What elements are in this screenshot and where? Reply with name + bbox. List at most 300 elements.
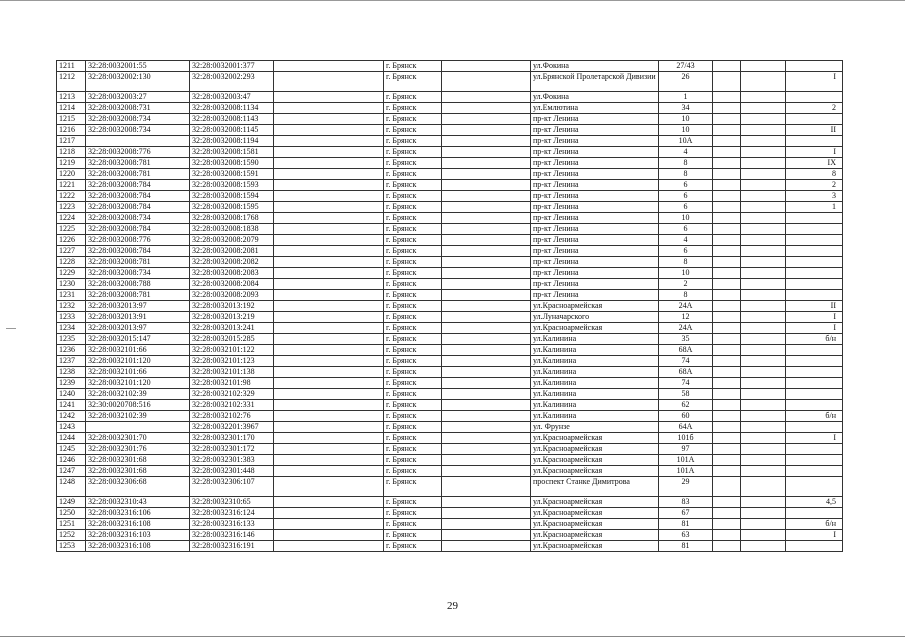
row-number-cell: 1248 <box>57 477 86 497</box>
row-number-cell: 1226 <box>57 235 86 246</box>
cadastral-building-cell: 32:28:0032310:65 <box>190 497 274 508</box>
empty-cell <box>713 180 741 191</box>
street-cell: ул.Красноармейская <box>531 444 659 455</box>
premises-number-cell: 4,5 <box>786 497 843 508</box>
house-number-cell: 58 <box>659 389 713 400</box>
street-cell: ул.Красноармейская <box>531 323 659 334</box>
empty-cell <box>274 72 384 92</box>
cadastral-block-cell: 32:28:0032316:103 <box>86 530 190 541</box>
empty-cell <box>274 444 384 455</box>
top-rule <box>0 0 905 1</box>
empty-cell <box>274 334 384 345</box>
street-cell: пр-кт Ленина <box>531 268 659 279</box>
cadastral-block-cell: 32:28:0032008:781 <box>86 257 190 268</box>
cadastral-block-cell <box>86 422 190 433</box>
empty-cell <box>713 334 741 345</box>
cadastral-block-cell: 32:28:0032008:784 <box>86 202 190 213</box>
cadastral-building-cell: 32:28:0032008:1595 <box>190 202 274 213</box>
extra-cell <box>741 519 786 530</box>
empty-cell <box>442 334 531 345</box>
extra-cell <box>741 301 786 312</box>
city-cell: г. Брянск <box>384 497 442 508</box>
premises-number-cell: 8 <box>786 169 843 180</box>
street-cell: пр-кт Ленина <box>531 202 659 213</box>
row-number-cell: 1241 <box>57 400 86 411</box>
cadastral-block-cell: 32:28:0032008:776 <box>86 147 190 158</box>
cadastral-building-cell: 32:28:0032001:377 <box>190 61 274 72</box>
cadastral-building-cell: 32:28:0032008:1581 <box>190 147 274 158</box>
extra-cell <box>741 114 786 125</box>
cadastral-building-cell: 32:28:0032102:76 <box>190 411 274 422</box>
empty-cell <box>442 301 531 312</box>
table-row <box>57 191 843 202</box>
premises-number-cell <box>786 444 843 455</box>
house-number-cell: 8 <box>659 158 713 169</box>
city-cell: г. Брянск <box>384 530 442 541</box>
table-row <box>57 444 843 455</box>
empty-cell <box>713 125 741 136</box>
premises-number-cell <box>786 213 843 224</box>
house-number-cell: 83 <box>659 497 713 508</box>
empty-cell <box>713 345 741 356</box>
cadastral-building-cell: 32:28:0032008:1593 <box>190 180 274 191</box>
street-cell: пр-кт Ленина <box>531 180 659 191</box>
row-number-cell: 1236 <box>57 345 86 356</box>
premises-number-cell: I <box>786 72 843 92</box>
house-number-cell: 64А <box>659 422 713 433</box>
cadastral-building-cell: 32:28:0032008:1590 <box>190 158 274 169</box>
extra-cell <box>741 191 786 202</box>
street-cell: пр-кт Ленина <box>531 213 659 224</box>
cadastral-block-cell: 32:28:0032008:776 <box>86 235 190 246</box>
row-number-cell: 1243 <box>57 422 86 433</box>
city-cell: г. Брянск <box>384 92 442 103</box>
cadastral-building-cell: 32:28:0032101:123 <box>190 356 274 367</box>
premises-number-cell <box>786 268 843 279</box>
empty-cell <box>274 103 384 114</box>
table-row <box>57 345 843 356</box>
empty-cell <box>713 191 741 202</box>
empty-cell <box>274 114 384 125</box>
cadastral-block-cell: 32:28:0032008:734 <box>86 114 190 125</box>
city-cell: г. Брянск <box>384 334 442 345</box>
house-number-cell: 62 <box>659 400 713 411</box>
extra-cell <box>741 367 786 378</box>
extra-cell <box>741 279 786 290</box>
row-number-cell: 1232 <box>57 301 86 312</box>
street-cell: пр-кт Ленина <box>531 114 659 125</box>
premises-number-cell <box>786 246 843 257</box>
empty-cell <box>442 92 531 103</box>
empty-cell <box>442 72 531 92</box>
street-cell: пр-кт Ленина <box>531 125 659 136</box>
row-number-cell: 1229 <box>57 268 86 279</box>
empty-cell <box>274 246 384 257</box>
street-cell: пр-кт Ленина <box>531 136 659 147</box>
empty-cell <box>442 202 531 213</box>
empty-cell <box>713 530 741 541</box>
empty-cell <box>274 213 384 224</box>
table-row <box>57 301 843 312</box>
cadastral-building-cell: 32:28:0032008:2084 <box>190 279 274 290</box>
house-number-cell: 35 <box>659 334 713 345</box>
empty-cell <box>442 345 531 356</box>
empty-cell <box>442 466 531 477</box>
empty-cell <box>442 147 531 158</box>
empty-cell <box>274 180 384 191</box>
street-cell: пр-кт Ленина <box>531 169 659 180</box>
empty-cell <box>713 519 741 530</box>
street-cell: пр-кт Ленина <box>531 158 659 169</box>
empty-cell <box>442 411 531 422</box>
city-cell: г. Брянск <box>384 323 442 334</box>
city-cell: г. Брянск <box>384 290 442 301</box>
extra-cell <box>741 334 786 345</box>
extra-cell <box>741 125 786 136</box>
street-cell: ул.Брянской Пролетарской Дивизии <box>531 72 659 92</box>
margin-mark <box>6 328 16 329</box>
empty-cell <box>274 497 384 508</box>
premises-number-cell <box>786 356 843 367</box>
empty-cell <box>442 477 531 497</box>
city-cell: г. Брянск <box>384 312 442 323</box>
house-number-cell: 4 <box>659 235 713 246</box>
empty-cell <box>713 224 741 235</box>
extra-cell <box>741 103 786 114</box>
empty-cell <box>442 136 531 147</box>
cadastral-building-cell: 32:28:0032002:293 <box>190 72 274 92</box>
extra-cell <box>741 356 786 367</box>
row-number-cell: 1218 <box>57 147 86 158</box>
city-cell: г. Брянск <box>384 72 442 92</box>
extra-cell <box>741 389 786 400</box>
row-number-cell: 1245 <box>57 444 86 455</box>
table-row <box>57 541 843 552</box>
city-cell: г. Брянск <box>384 433 442 444</box>
empty-cell <box>713 444 741 455</box>
empty-cell <box>274 257 384 268</box>
house-number-cell: 8 <box>659 257 713 268</box>
extra-cell <box>741 422 786 433</box>
empty-cell <box>274 519 384 530</box>
row-number-cell: 1212 <box>57 72 86 92</box>
extra-cell <box>741 508 786 519</box>
cadastral-building-cell: 32:28:0032316:146 <box>190 530 274 541</box>
street-cell: пр-кт Ленина <box>531 246 659 257</box>
cadastral-block-cell: 32:28:0032008:781 <box>86 169 190 180</box>
city-cell: г. Брянск <box>384 246 442 257</box>
house-number-cell: 60 <box>659 411 713 422</box>
empty-cell <box>274 312 384 323</box>
empty-cell <box>442 180 531 191</box>
table-row <box>57 224 843 235</box>
city-cell: г. Брянск <box>384 202 442 213</box>
empty-cell <box>442 61 531 72</box>
empty-cell <box>713 455 741 466</box>
extra-cell <box>741 147 786 158</box>
premises-number-cell: 2 <box>786 103 843 114</box>
extra-cell <box>741 312 786 323</box>
empty-cell <box>442 323 531 334</box>
empty-cell <box>442 279 531 290</box>
cadastral-building-cell: 32:28:0032008:2079 <box>190 235 274 246</box>
cadastral-building-cell: 32:28:0032008:1134 <box>190 103 274 114</box>
street-cell: ул.Калинина <box>531 345 659 356</box>
house-number-cell: 26 <box>659 72 713 92</box>
extra-cell <box>741 530 786 541</box>
house-number-cell: 4 <box>659 147 713 158</box>
street-cell: пр-кт Ленина <box>531 191 659 202</box>
house-number-cell: 6 <box>659 246 713 257</box>
table-row <box>57 103 843 114</box>
row-number-cell: 1224 <box>57 213 86 224</box>
empty-cell <box>274 411 384 422</box>
empty-cell <box>442 389 531 400</box>
house-number-cell: 10 <box>659 268 713 279</box>
empty-cell <box>274 169 384 180</box>
empty-cell <box>442 530 531 541</box>
extra-cell <box>741 136 786 147</box>
street-cell: ул. Фрунзе <box>531 422 659 433</box>
extra-cell <box>741 72 786 92</box>
city-cell: г. Брянск <box>384 257 442 268</box>
empty-cell <box>442 103 531 114</box>
premises-number-cell: 3 <box>786 191 843 202</box>
city-cell: г. Брянск <box>384 235 442 246</box>
house-number-cell: 34 <box>659 103 713 114</box>
empty-cell <box>713 400 741 411</box>
premises-number-cell <box>786 235 843 246</box>
extra-cell <box>741 433 786 444</box>
premises-number-cell <box>786 224 843 235</box>
street-cell: пр-кт Ленина <box>531 224 659 235</box>
city-cell: г. Брянск <box>384 180 442 191</box>
cadastral-building-cell: 32:28:0032008:2081 <box>190 246 274 257</box>
cadastral-block-cell: 32:28:0032003:27 <box>86 92 190 103</box>
table-row <box>57 389 843 400</box>
city-cell: г. Брянск <box>384 191 442 202</box>
empty-cell <box>442 114 531 125</box>
empty-cell <box>713 411 741 422</box>
cadastral-block-cell: 32:28:0032101:120 <box>86 378 190 389</box>
city-cell: г. Брянск <box>384 279 442 290</box>
empty-cell <box>713 158 741 169</box>
premises-number-cell: 2 <box>786 180 843 191</box>
extra-cell <box>741 411 786 422</box>
city-cell: г. Брянск <box>384 147 442 158</box>
city-cell: г. Брянск <box>384 136 442 147</box>
empty-cell <box>442 378 531 389</box>
empty-cell <box>442 290 531 301</box>
table-row <box>57 411 843 422</box>
premises-number-cell <box>786 114 843 125</box>
empty-cell <box>713 136 741 147</box>
house-number-cell: 74 <box>659 356 713 367</box>
premises-number-cell <box>786 345 843 356</box>
cadastral-block-cell: 32:28:0032008:788 <box>86 279 190 290</box>
table-row <box>57 92 843 103</box>
city-cell: г. Брянск <box>384 378 442 389</box>
extra-cell <box>741 497 786 508</box>
row-number-cell: 1230 <box>57 279 86 290</box>
premises-number-cell: I <box>786 323 843 334</box>
row-number-cell: 1234 <box>57 323 86 334</box>
street-cell: пр-кт Ленина <box>531 279 659 290</box>
house-number-cell: 10 <box>659 114 713 125</box>
cadastral-block-cell: 32:28:0032015:147 <box>86 334 190 345</box>
premises-number-cell <box>786 279 843 290</box>
cadastral-block-cell: 32:28:0032301:68 <box>86 466 190 477</box>
row-number-cell: 1238 <box>57 367 86 378</box>
extra-cell <box>741 158 786 169</box>
empty-cell <box>274 268 384 279</box>
extra-cell <box>741 466 786 477</box>
table-row <box>57 508 843 519</box>
empty-cell <box>274 61 384 72</box>
empty-cell <box>442 213 531 224</box>
premises-number-cell <box>786 367 843 378</box>
city-cell: г. Брянск <box>384 400 442 411</box>
cadastral-building-cell: 32:28:0032013:219 <box>190 312 274 323</box>
empty-cell <box>442 312 531 323</box>
cadastral-building-cell: 32:28:0032301:170 <box>190 433 274 444</box>
city-cell: г. Брянск <box>384 114 442 125</box>
empty-cell <box>713 508 741 519</box>
city-cell: г. Брянск <box>384 301 442 312</box>
cadastral-block-cell: 32:28:0032008:731 <box>86 103 190 114</box>
row-number-cell: 1214 <box>57 103 86 114</box>
city-cell: г. Брянск <box>384 61 442 72</box>
empty-cell <box>442 455 531 466</box>
street-cell: ул.Красноармейская <box>531 433 659 444</box>
premises-number-cell <box>786 477 843 497</box>
cadastral-building-cell: 32:28:0032301:383 <box>190 455 274 466</box>
house-number-cell: 68А <box>659 367 713 378</box>
cadastral-block-cell: 32:28:0032316:108 <box>86 541 190 552</box>
table-row <box>57 367 843 378</box>
street-cell: ул.Фокина <box>531 61 659 72</box>
empty-cell <box>442 444 531 455</box>
cadastral-building-cell: 32:28:0032102:331 <box>190 400 274 411</box>
cadastral-building-cell: 32:28:0032008:1145 <box>190 125 274 136</box>
row-number-cell: 1231 <box>57 290 86 301</box>
extra-cell <box>741 180 786 191</box>
premises-number-cell <box>786 92 843 103</box>
row-number-cell: 1235 <box>57 334 86 345</box>
house-number-cell: 8 <box>659 169 713 180</box>
empty-cell <box>713 147 741 158</box>
empty-cell <box>274 125 384 136</box>
table-row <box>57 202 843 213</box>
cadastral-building-cell: 32:28:0032008:1838 <box>190 224 274 235</box>
cadastral-building-cell: 32:28:0032008:1143 <box>190 114 274 125</box>
city-cell: г. Брянск <box>384 356 442 367</box>
cadastral-block-cell: 32:28:0032013:91 <box>86 312 190 323</box>
empty-cell <box>713 323 741 334</box>
empty-cell <box>442 400 531 411</box>
table-row <box>57 136 843 147</box>
city-cell: г. Брянск <box>384 508 442 519</box>
premises-number-cell <box>786 541 843 552</box>
cadastral-building-cell: 32:28:0032013:192 <box>190 301 274 312</box>
row-number-cell: 1250 <box>57 508 86 519</box>
cadastral-block-cell: 32:28:0032102:39 <box>86 389 190 400</box>
row-number-cell: 1213 <box>57 92 86 103</box>
cadastral-building-cell: 32:28:0032008:1194 <box>190 136 274 147</box>
row-number-cell: 1240 <box>57 389 86 400</box>
table-row <box>57 455 843 466</box>
house-number-cell: 24А <box>659 323 713 334</box>
street-cell: пр-кт Ленина <box>531 257 659 268</box>
empty-cell <box>713 301 741 312</box>
empty-cell <box>442 508 531 519</box>
extra-cell <box>741 444 786 455</box>
cadastral-building-cell: 32:28:0032301:448 <box>190 466 274 477</box>
street-cell: пр-кт Ленина <box>531 147 659 158</box>
city-cell: г. Брянск <box>384 103 442 114</box>
extra-cell <box>741 213 786 224</box>
extra-cell <box>741 268 786 279</box>
extra-cell <box>741 400 786 411</box>
cadastral-building-cell: 32:28:0032015:285 <box>190 334 274 345</box>
empty-cell <box>274 477 384 497</box>
row-number-cell: 1225 <box>57 224 86 235</box>
row-number-cell: 1222 <box>57 191 86 202</box>
street-cell: ул.Красноармейская <box>531 455 659 466</box>
street-cell: пр-кт Ленина <box>531 290 659 301</box>
empty-cell <box>442 125 531 136</box>
cadastral-building-cell: 32:28:0032008:2083 <box>190 268 274 279</box>
row-number-cell: 1242 <box>57 411 86 422</box>
table-row <box>57 246 843 257</box>
cadastral-block-cell: 32:28:0032101:120 <box>86 356 190 367</box>
cadastral-building-cell: 32:28:0032008:1594 <box>190 191 274 202</box>
city-cell: г. Брянск <box>384 411 442 422</box>
table-row <box>57 279 843 290</box>
cadastral-building-cell: 32:28:0032101:98 <box>190 378 274 389</box>
house-number-cell: 101А <box>659 455 713 466</box>
city-cell: г. Брянск <box>384 213 442 224</box>
table-row <box>57 169 843 180</box>
empty-cell <box>274 455 384 466</box>
extra-cell <box>741 323 786 334</box>
row-number-cell: 1233 <box>57 312 86 323</box>
street-cell: ул.Калинина <box>531 334 659 345</box>
cadastral-building-cell: 32:28:0032316:124 <box>190 508 274 519</box>
extra-cell <box>741 169 786 180</box>
premises-number-cell <box>786 61 843 72</box>
cadastral-block-cell: 32:28:0032301:76 <box>86 444 190 455</box>
city-cell: г. Брянск <box>384 466 442 477</box>
cadastral-block-cell: 32:28:0032301:68 <box>86 455 190 466</box>
premises-number-cell: I <box>786 433 843 444</box>
empty-cell <box>713 103 741 114</box>
empty-cell <box>713 279 741 290</box>
empty-cell <box>713 61 741 72</box>
empty-cell <box>274 235 384 246</box>
cadastral-block-cell: 32:28:0032316:106 <box>86 508 190 519</box>
empty-cell <box>442 257 531 268</box>
empty-cell <box>274 224 384 235</box>
cadastral-building-cell: 32:28:0032101:122 <box>190 345 274 356</box>
extra-cell <box>741 257 786 268</box>
table-row <box>57 530 843 541</box>
empty-cell <box>274 92 384 103</box>
empty-cell <box>713 246 741 257</box>
empty-cell <box>442 169 531 180</box>
empty-cell <box>442 268 531 279</box>
cadastral-block-cell: 32:28:0032013:97 <box>86 301 190 312</box>
